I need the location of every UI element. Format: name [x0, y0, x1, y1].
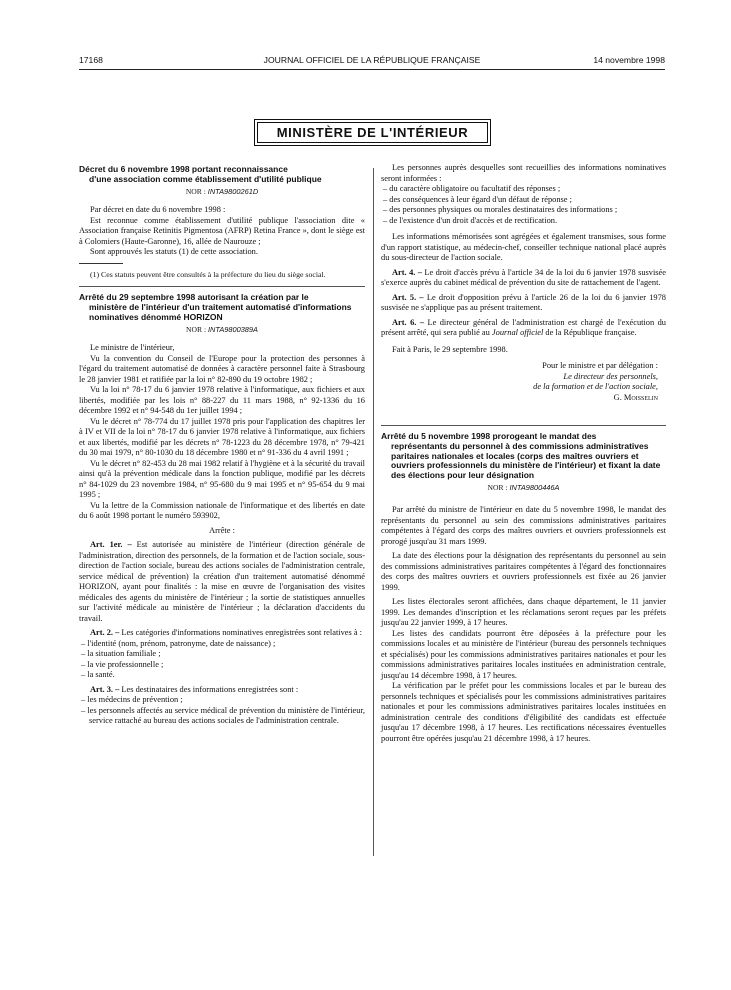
arrete-paragraph: Vu le décret n° 78-774 du 17 juillet 1978 pris pour l'application des chapitres Ier à IV et VII de la loi n° 78-17 du 6 janvier 1978 relative à l'informatique, aux fichiers et aux libertés, modifié par les décrets n° 78-1223 du 28 décembre 1978, n° 79-421 du 30 mai 1979, n° 80-1030 du 18 décembre 1980 et n° 91-336 du 4 avril 1991 ;: [79, 416, 365, 458]
left-column: [79, 165, 365, 727]
arrete2-nor: NOR : INTA9800446A: [487, 482, 560, 492]
arrete-paragraph: Vu la convention du Conseil de l'Europe pour la protection des personnes à l'égard du traitement automatisé de données à caractère personnel faite à Strasbourg le 28 janvier 1981 et ratifiée par la loi n° 82-890 du 19 octobre 1982 ;: [79, 353, 365, 384]
page-header: [79, 55, 665, 69]
column-divider: [373, 168, 374, 856]
decret-paragraph: Par décret en date du 6 novembre 1998 :: [90, 205, 226, 215]
journal-title: JOURNAL OFFICIEL DE LA RÉPUBLIQUE FRANÇAISE: [263, 55, 481, 65]
list-item: – les personnels affectés au service médical de prévention du ministère de l'intérieur, service rattaché au bureau des actions sociales de l'administration centrale.: [79, 706, 365, 727]
list-item: – la situation familiale ;: [79, 649, 365, 660]
arrete2-paragraph: Les listes des candidats pourront être déposées à la préfecture pour les commissions locales et au ministère de l'intérieur (bureau des personnels techniques et spécialisés) pour les commissions administratives paritaires nationales et pour les commissions administratives paritaires locales instituées en administration centrale, jusqu'au 14 décembre 1998, à 17 heures.: [381, 628, 666, 680]
list-item: – du caractère obligatoire ou facultatif des réponses ;: [381, 184, 666, 195]
arrete-title: Arrêté du 29 septembre 1998 autorisant la création par le ministère de l'intérieur d'un traitement automatisé d'informations nominatives dénommé HORIZON: [79, 292, 352, 322]
done-at: Fait à Paris, le 29 septembre 1998.: [392, 344, 508, 354]
list-item: – l'identité (nom, prénom, patronyme, date de naissance) ;: [79, 639, 365, 650]
arrete2-title: Arrêté du 5 novembre 1998 prorogeant le mandat des représentants du personnel à des commissions administratives paritaires nationales et locales (corps des maîtres ouvriers et ouvriers professionnels du ministère de l'intérieur) et fixant la date des élections pour leur désignation: [381, 431, 661, 481]
list-item: – la vie professionnelle ;: [79, 660, 365, 671]
paragraph: Les informations mémorisées sont agrégées et également transmises, sous forme d'un rapport statistique, au médecin-chef, conseiller technique national placé auprès du sous-directeur de l'action sociale.: [381, 232, 666, 262]
article-1: Art. 1er. – Est autorisée au ministère de l'intérieur (direction générale de l'administration, direction des personnels, de la formation et de l'action sociale, sous-direction de l'action sociale, bureau des actions sociales de l'administration centrale, service médical de prévention) la création d'un traitement automatisé dénommé HORIZON, ayant pour finalités : la mise en œuvre de l'organisation des visites médicales des agents du ministère de l'intérieur ; la sortie de statistiques annuelles sur l'activité médicale au ministère de l'intérieur ; la déclaration d'accidents du travail.: [79, 540, 365, 623]
signature-line: Pour le ministre et par délégation :: [542, 361, 658, 370]
ministry-heading-box: [254, 119, 491, 146]
arrete-paragraph: Vu la lettre de la Commission nationale de l'informatique et des libertés en date du 6 août 1998 portant le numéro 593902,: [79, 500, 365, 521]
decret-title: Décret du 6 novembre 1998 portant reconnaissance d'une association comme établissement d'utilité publique: [79, 164, 322, 184]
arrete2-paragraph: La date des élections pour la désignation des représentants du personnel au sein des commissions administratives paritaires compétentes à l'égard des fonctionnaires des corps des maîtres ouvriers et ouvriers professionnels est fixée au 26 janvier 1999.: [381, 551, 666, 592]
footnote-rule: [79, 263, 123, 264]
signature-name: G. Moisselin: [613, 392, 658, 402]
right-column: [381, 163, 666, 744]
arrete-nor: NOR : INTA9800389A: [186, 324, 258, 334]
issue-date: 14 novembre 1998: [593, 55, 665, 65]
list-item: – des personnes physiques ou morales destinataires des informations ;: [381, 205, 666, 216]
list-item: – la santé.: [79, 670, 365, 681]
list-item: – des conséquences à leur égard d'un défaut de réponse ;: [381, 195, 666, 206]
article-4: Art. 4. – Le droit d'accès prévu à l'article 34 de la loi du 6 janvier 1978 susvisée s'exerce auprès du cabinet médical de prévention du site de rattachement de l'agent.: [381, 267, 666, 287]
arrete2-paragraph: Les listes électorales seront affichées, dans chaque département, le 11 janvier 1999. Les demandes d'inscription et les réclamations seront reçues par les préfets jusqu'au 22 janvier 1999, à 17 heures.: [381, 597, 666, 628]
section-separator: [381, 425, 666, 426]
article-5: Art. 5. – Le droit d'opposition prévu à l'article 26 de la loi du 6 janvier 1978 susvisée ne s'applique pas au présent traitement.: [381, 292, 666, 312]
signature-line: Le directeur des personnels,: [563, 371, 658, 381]
article-3: Art. 3. – Les destinataires des informations enregistrées sont :: [90, 684, 299, 694]
page-number: 17168: [79, 55, 103, 65]
decret-paragraph: Est reconnue comme établissement d'utilité publique l'association dite « Association française Retinitis Pigmentosa (AFRP) Retina France », dont le siège est à Colomiers (Haute-Garonne), 16, allée de Naurouze ;: [79, 215, 365, 246]
arrete2-paragraph: Par arrêté du ministre de l'intérieur en date du 5 novembre 1998, le mandat des représentants du personnel au sein des commissions administratives paritaires compétentes à l'égard des corps des maîtres ouvriers et ouvriers professionnels est prorogé jusqu'au 31 mars 1999.: [381, 505, 666, 546]
paragraph: Les personnes auprès desquelles sont recueillies des informations nominatives seront informées :: [381, 163, 666, 183]
decret-nor: NOR : INTA9800261D: [185, 186, 259, 196]
header-rule: [79, 69, 665, 70]
article-2: Art. 2. – Les catégories d'informations nominatives enregistrées sont relatives à :: [90, 628, 362, 638]
arrete-keyword: Arrête :: [209, 525, 235, 535]
footnote: (1) Ces statuts peuvent être consultés à la préfecture du lieu du siège social.: [90, 269, 326, 279]
list-item: – de l'existence d'un droit d'accès et de rectification.: [381, 216, 666, 227]
ministry-heading: MINISTÈRE DE L'INTÉRIEUR: [257, 122, 488, 143]
arrete-paragraph: Vu le décret n° 82-453 du 28 mai 1982 relatif à l'hygiène et à la sécurité du travail ainsi qu'à la prévention médicale dans la fonction publique, modifié par les décrets n° 84-1029 du 23 novembre 1984, n° 95-680 du 9 mai 1995 et n° 95-654 du 9 mai 1995 ;: [79, 458, 365, 500]
arrete2-paragraph: La vérification par le préfet pour les commissions locales et par le bureau des personnels techniques et spécialisés pour les commissions administratives paritaires nationales et pour les commissions administratives paritaires locales instituées en administration centrale des conditions d'éligibilité des candidats est effectuée jusqu'au 17 décembre 1998, à 17 heures. Les rectifications nécessaires éventuelles pourront être opérées jusqu'au 21 décembre 1998, à 17 heures.: [381, 681, 666, 743]
signature-line: de la formation et de l'action sociale,: [533, 382, 658, 391]
arrete-paragraph: Vu la loi n° 78-17 du 6 janvier 1978 relative à l'informatique, aux fichiers et aux libertés, modifiée par les lois n° 88-227 du 11 mars 1988, n° 92-1336 du 16 décembre 1992 et n° 94-548 du 1er juillet 1994 ;: [79, 385, 365, 416]
list-item: – les médecins de prévention ;: [79, 695, 365, 706]
decret-paragraph: Sont approuvés les statuts (1) de cette association.: [90, 247, 258, 257]
article-6: Art. 6. – Le directeur général de l'administration est chargé de l'exécution du présent arrêté, qui sera publié au Journal officiel de la République française.: [381, 317, 666, 337]
arrete-paragraph: Le ministre de l'intérieur,: [90, 343, 175, 353]
section-separator: [79, 286, 365, 287]
